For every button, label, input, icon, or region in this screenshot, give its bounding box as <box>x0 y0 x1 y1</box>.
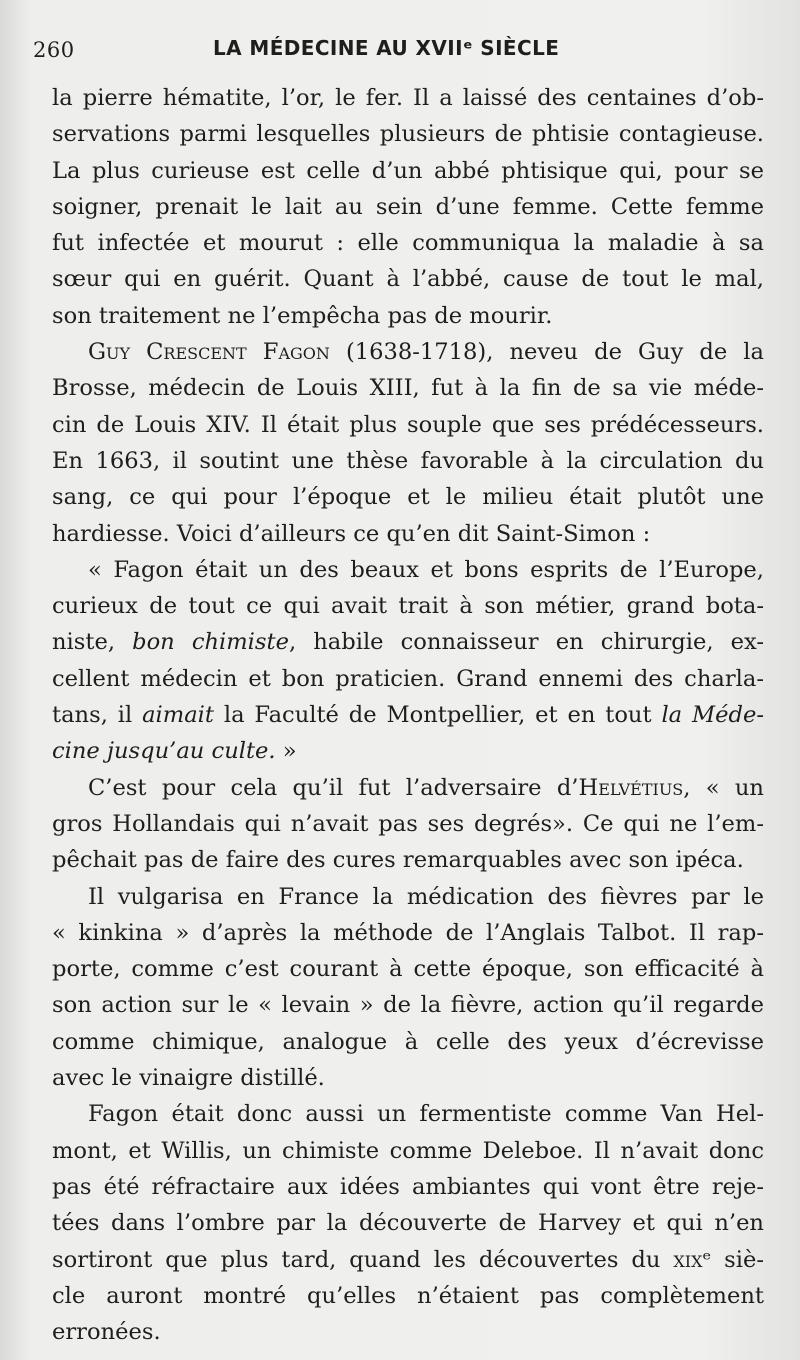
text-line: avec le vinaigre distillé. <box>52 1065 325 1092</box>
text-line: gros Hollandais qui n’avait pas ses degrés». Ce qui ne l’em- <box>52 810 764 837</box>
text-run: C’est pour cela qu’il fut l’adversaire d’ <box>88 774 579 801</box>
running-head: LA MÉDECINE AU XVIIᵉ SIÈCLE <box>213 36 560 60</box>
italic-run: bon chimiste <box>132 629 289 656</box>
italic-run: cine jusqu’au culte. <box>52 738 276 765</box>
text-line: cellent médecin et bon praticien. Grand ennemi des charla- <box>52 665 764 692</box>
text-line: curieux de tout ce qui avait trait à son métier, grand bota- <box>52 593 764 620</box>
body-text <box>52 80 764 1350</box>
text-line <box>52 697 764 733</box>
person-name: Guy Crescent Fagon <box>88 339 330 366</box>
text-line <box>52 733 764 769</box>
text-line <box>52 624 764 660</box>
text-line: cle auront montré qu’elles n’étaient pas complètement <box>52 1282 764 1309</box>
text-run: , habile connaisseur en chirurgie, ex- <box>288 629 764 656</box>
text-line: servations parmi lesquelles plusieurs de phtisie contagieuse. <box>52 121 764 148</box>
text-run: (1638-1718), neveu de Guy de la <box>329 339 764 366</box>
text-run: tans, il <box>52 702 143 729</box>
text-line: son traitement ne l’empêcha pas de mourir. <box>52 302 553 329</box>
text-line: mont, et Willis, un chimiste comme Deleboe. Il n’avait donc <box>52 1137 764 1164</box>
italic-run: la Méde- <box>661 702 764 729</box>
text-line: fut infectée et mourut : elle communiqua la maladie à sa <box>52 230 764 257</box>
text-line: soigner, prenait le lait au sein d’une femme. Cette femme <box>52 193 764 220</box>
text-line: En 1663, il soutint une thèse favorable à la circulation du <box>52 447 764 474</box>
text-line: Brosse, médecin de Louis XIII, fut à la fin de sa vie méde- <box>52 375 764 402</box>
text-line: sœur qui en guérit. Quant à l’abbé, cause de tout le mal, <box>52 266 764 293</box>
text-run: , « un <box>683 774 764 801</box>
italic-run: aimait <box>142 702 214 729</box>
text-run: » <box>275 738 297 765</box>
text-line <box>52 1242 764 1278</box>
text-line: La plus curieuse est celle d’un abbé phtisique qui, pour se <box>52 157 764 184</box>
page-number: 260 <box>33 38 75 62</box>
text-line: pêchait pas de faire des cures remarquables avec son ipéca. <box>52 847 744 874</box>
text-line: porte, comme c’est courant à cette époque, son efficacité à <box>52 956 764 983</box>
text-line: Fagon était donc aussi un fermentiste comme Van Hel- <box>88 1101 764 1128</box>
text-line: pas été réfractaire aux idées ambiantes qui vont être reje- <box>52 1173 764 1200</box>
text-run: niste, <box>52 629 133 656</box>
text-line: comme chimique, analogue à celle des yeux d’écrevisse <box>52 1028 764 1055</box>
text-line: cin de Louis XIV. Il était plus souple que ses prédécesseurs. <box>52 411 764 438</box>
century-numeral: xixᵉ <box>673 1246 712 1273</box>
text-run: sortiront que plus tard, quand les découvertes du <box>52 1246 674 1273</box>
text-line: « kinkina » d’après la méthode de l’Anglais Talbot. Il rap- <box>52 919 764 946</box>
text-line: la pierre hématite, l’or, le fer. Il a laissé des centaines d’ob- <box>52 85 764 111</box>
page-header <box>33 34 753 66</box>
text-run: la Faculté de Montpellier, et en tout <box>213 702 662 729</box>
text-line: tées dans l’ombre par la découverte de Harvey et qui n’en <box>52 1210 764 1237</box>
text-line <box>52 334 764 370</box>
text-run: siè- <box>711 1246 764 1273</box>
text-line: Il vulgarisa en France la médication des fièvres par le <box>88 883 764 910</box>
person-name: Helvétius <box>578 774 684 801</box>
text-line: sang, ce qui pour l’époque et le milieu était plutôt une <box>52 484 764 511</box>
text-line: hardiesse. Voici d’ailleurs ce qu’en dit Saint-Simon : <box>52 520 651 547</box>
text-line: « Fagon était un des beaux et bons esprits de l’Europe, <box>88 556 764 583</box>
text-line: son action sur le « levain » de la fièvre, action qu’il regarde <box>52 992 764 1019</box>
text-line <box>52 770 764 806</box>
text-line: erronées. <box>52 1319 161 1346</box>
